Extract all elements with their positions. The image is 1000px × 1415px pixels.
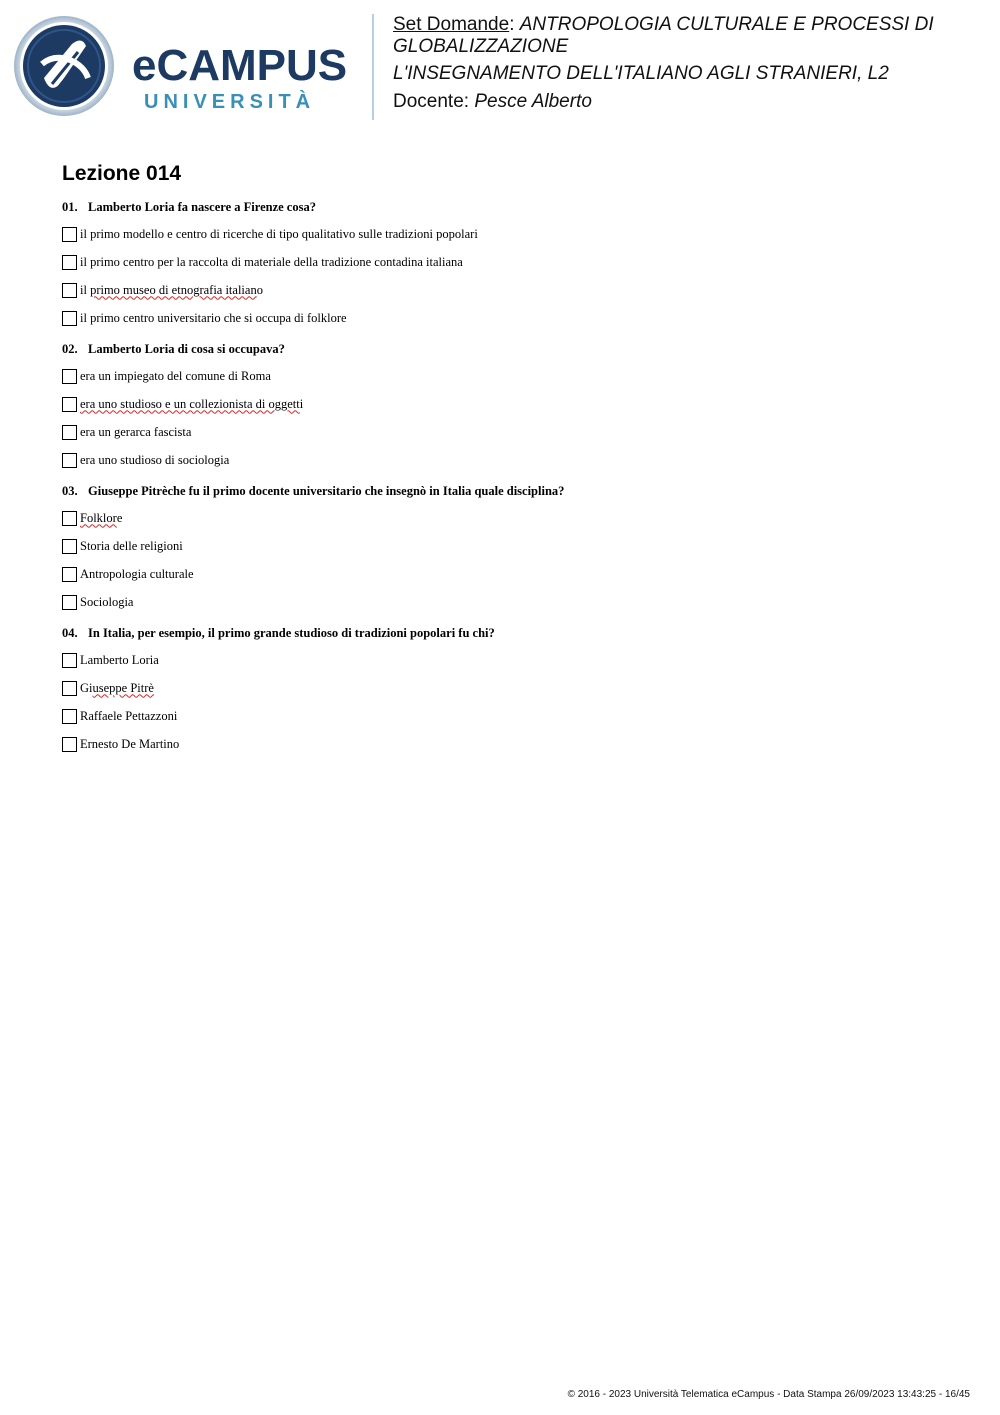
- docente-line: [393, 91, 983, 113]
- checkbox[interactable]: [62, 311, 77, 326]
- checkbox[interactable]: [62, 227, 77, 242]
- answer-option[interactable]: [62, 225, 962, 243]
- checkbox[interactable]: [62, 425, 77, 440]
- answer-option[interactable]: [62, 651, 962, 669]
- answer-label: era un impiegato del comune di Roma: [80, 368, 271, 383]
- answer-label: Ernesto De Martino: [80, 736, 180, 751]
- question-block: [62, 199, 962, 327]
- spellcheck-underline: era uno studioso e un collezionista di oggett: [80, 396, 300, 411]
- page-footer: © 2016 - 2023 Università Telematica eCampus - Data Stampa 26/09/2023 13:43:25 - 16/45: [567, 1389, 970, 1400]
- answer-label: il primo centro per la raccolta di materiale della tradizione contadina italiana: [80, 254, 463, 269]
- spellcheck-underline: useppe Pitrè: [92, 680, 154, 695]
- answer-option[interactable]: [62, 537, 962, 555]
- answer-label: era uno studioso di sociologia: [80, 452, 230, 467]
- question-text: [62, 483, 962, 499]
- course-title: L'INSEGNAMENTO DELL'ITALIANO AGLI STRANIERI, L2: [393, 63, 889, 84]
- checkbox[interactable]: [62, 369, 77, 384]
- question-label: Lamberto Loria di cosa si occupava?: [88, 342, 285, 356]
- checkbox[interactable]: [62, 653, 77, 668]
- answer-option[interactable]: [62, 253, 962, 271]
- question-number: 02.: [62, 342, 78, 356]
- answer-option[interactable]: [62, 509, 962, 527]
- answer-label: Giuseppe Pitrè: [80, 680, 154, 695]
- set-title-1: ANTROPOLOGIA CULTURALE E PROCESSI DI: [519, 14, 934, 35]
- answer-option[interactable]: [62, 735, 962, 753]
- spellcheck-underline: primo museo di etnografia italian: [90, 282, 257, 297]
- set-label: Set Domande: [393, 14, 510, 35]
- logo-wordmark: eCAMPUS: [132, 41, 348, 90]
- checkbox[interactable]: [62, 709, 77, 724]
- answer-label: Lamberto Loria: [80, 652, 159, 667]
- answer-label: il primo museo di etnografia italiano: [80, 282, 263, 297]
- answer-option[interactable]: [62, 423, 962, 441]
- emblem-icon: [14, 16, 114, 116]
- set-title-2: GLOBALIZZAZIONE: [393, 36, 569, 57]
- ecampus-logo: [14, 14, 356, 118]
- checkbox[interactable]: [62, 453, 77, 468]
- answer-option[interactable]: [62, 367, 962, 385]
- question-text: [62, 199, 962, 215]
- question-block: [62, 625, 962, 753]
- answer-label: il primo modello e centro di ricerche di tipo qualitativo sulle tradizioni popolari: [80, 226, 478, 241]
- checkbox[interactable]: [62, 539, 77, 554]
- set-domande-line: Set Domande: ANTROPOLOGIA CULTURALE E PROCESSI DI GLOBALIZZAZIONE: [393, 14, 934, 57]
- question-block: [62, 341, 962, 469]
- answer-option[interactable]: [62, 565, 962, 583]
- answer-label: Folklore: [80, 510, 123, 525]
- docente-label: Docente:: [393, 91, 470, 112]
- answer-label: Storia delle religioni: [80, 538, 183, 553]
- docente-name: Pesce Alberto: [474, 91, 592, 112]
- answer-label: Sociologia: [80, 594, 134, 609]
- checkbox[interactable]: [62, 397, 77, 412]
- question-label: Giuseppe Pitrèche fu il primo docente universitario che insegnò in Italia quale disciplina?: [88, 484, 565, 498]
- answer-option[interactable]: [62, 281, 962, 299]
- answer-label: era uno studioso e un collezionista di oggetti: [80, 396, 304, 411]
- answer-option[interactable]: [62, 395, 962, 413]
- document-header: [393, 14, 983, 119]
- answer-label: Raffaele Pettazzoni: [80, 708, 178, 723]
- logo-subtext: UNIVERSITÀ: [144, 91, 316, 113]
- answer-label: il primo centro universitario che si occupa di folklore: [80, 310, 347, 325]
- lesson-content: [62, 160, 962, 767]
- answer-label: era un gerarca fascista: [80, 424, 192, 439]
- question-number: 01.: [62, 200, 78, 214]
- question-label: Lamberto Loria fa nascere a Firenze cosa?: [88, 200, 316, 214]
- checkbox[interactable]: [62, 255, 77, 270]
- answer-option[interactable]: [62, 707, 962, 725]
- checkbox[interactable]: [62, 681, 77, 696]
- answer-option[interactable]: [62, 593, 962, 611]
- question-text: [62, 625, 962, 641]
- question-number: 03.: [62, 484, 78, 498]
- checkbox[interactable]: [62, 567, 77, 582]
- checkbox[interactable]: [62, 283, 77, 298]
- checkbox[interactable]: [62, 737, 77, 752]
- checkbox[interactable]: [62, 595, 77, 610]
- checkbox[interactable]: [62, 511, 77, 526]
- lesson-title: Lezione 014: [62, 162, 182, 185]
- question-label: In Italia, per esempio, il primo grande studioso di tradizioni popolari fu chi?: [88, 626, 495, 640]
- answer-option[interactable]: [62, 679, 962, 697]
- course-line: [393, 63, 983, 85]
- question-number: 04.: [62, 626, 78, 640]
- answer-option[interactable]: [62, 451, 962, 469]
- answer-label: Antropologia culturale: [80, 566, 194, 581]
- question-text: [62, 341, 962, 357]
- question-block: [62, 483, 962, 611]
- spellcheck-underline: Folklor: [80, 510, 117, 525]
- header-divider: [372, 14, 374, 120]
- answer-option[interactable]: [62, 309, 962, 327]
